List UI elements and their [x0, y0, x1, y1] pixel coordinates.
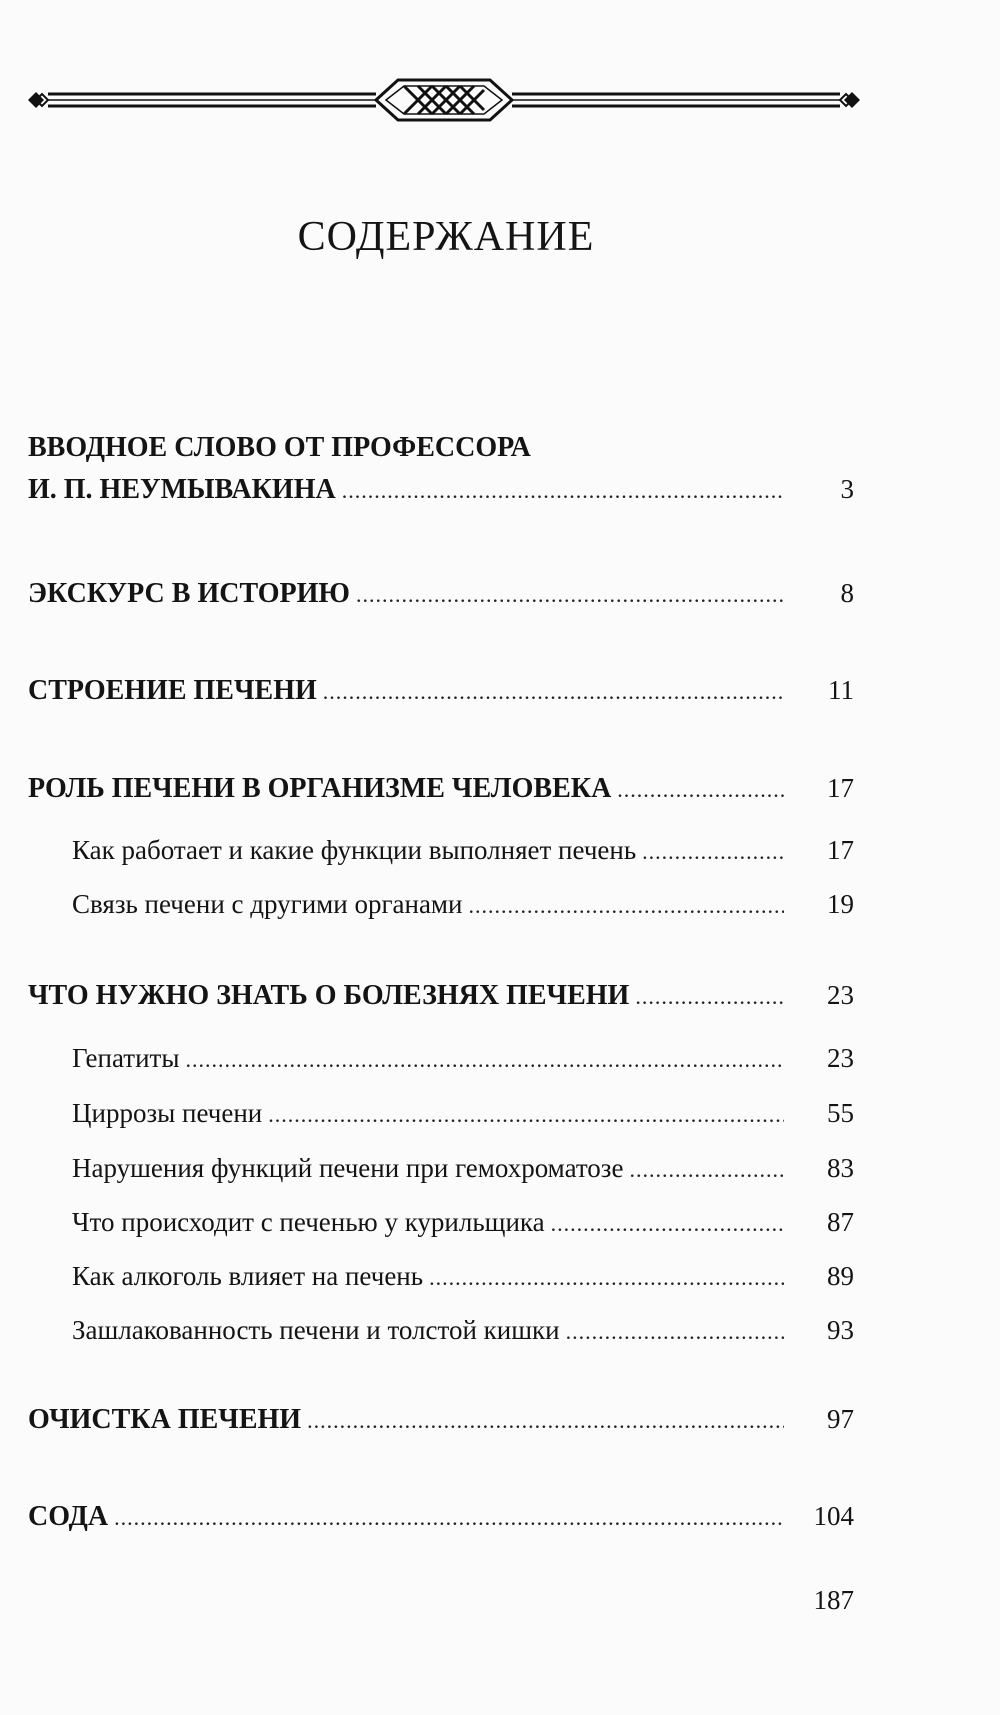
- toc-page-number: 8: [840, 578, 854, 608]
- toc-entry-label: И. П. НЕУМЫВАКИНА: [28, 474, 336, 505]
- toc-entry: [28, 578, 854, 618]
- toc-entry-label-line1: ВВОДНОЕ СЛОВО ОТ ПРОФЕССОРА: [28, 432, 531, 463]
- toc-entry: [28, 1501, 854, 1541]
- toc-page-number: 104: [813, 1501, 854, 1531]
- toc-page-number: 97: [827, 1404, 854, 1434]
- toc-page-number: 89: [827, 1261, 854, 1291]
- toc-subentry: [72, 1207, 854, 1247]
- page-title: СОДЕРЖАНИЕ: [297, 214, 595, 260]
- toc-page-number: 87: [827, 1207, 854, 1237]
- dot-leader: [635, 984, 784, 1010]
- toc-subentry: [72, 1098, 854, 1138]
- toc-subentry: [72, 1315, 854, 1355]
- toc-entry-label: Как работает и какие функции выполняет печень: [72, 835, 637, 865]
- toc-subentry: [72, 835, 854, 875]
- toc-page-number: 23: [827, 1043, 854, 1073]
- toc-entry-label: ОЧИСТКА ПЕЧЕНИ: [28, 1404, 302, 1435]
- toc-page-number: 93: [827, 1315, 854, 1345]
- toc-entry: [28, 773, 854, 813]
- dot-leader: [617, 777, 784, 803]
- toc-entry: [28, 675, 854, 715]
- toc-entry-label: СТРОЕНИЕ ПЕЧЕНИ: [28, 675, 317, 706]
- toc-entry: [28, 1404, 854, 1444]
- toc-subentry: [72, 1261, 854, 1301]
- toc-page-number: 23: [827, 980, 854, 1010]
- dot-leader: [566, 1319, 784, 1345]
- toc-entry: [28, 980, 854, 1020]
- dot-leader: [342, 478, 784, 504]
- toc-entry-label: Нарушения функций печени при гемохроматозе: [72, 1153, 624, 1183]
- toc-subentry: [72, 889, 854, 929]
- dot-leader: [323, 679, 784, 705]
- toc-entry-label: Циррозы печени: [72, 1098, 263, 1128]
- dot-leader: [468, 893, 784, 919]
- dot-leader: [551, 1211, 784, 1237]
- toc-page-number: 19: [827, 889, 854, 919]
- dot-leader: [356, 582, 784, 608]
- toc-entry-label: РОЛЬ ПЕЧЕНИ В ОРГАНИЗМЕ ЧЕЛОВЕКА: [28, 773, 612, 804]
- dot-leader: [629, 1157, 784, 1183]
- dot-leader: [185, 1047, 784, 1073]
- toc-entry-label: ЧТО НУЖНО ЗНАТЬ О БОЛЕЗНЯХ ПЕЧЕНИ: [28, 980, 630, 1011]
- dot-leader: [114, 1505, 784, 1531]
- toc-subentry: [72, 1043, 854, 1083]
- toc-entry-label: Зашлакованность печени и толстой кишки: [72, 1315, 560, 1345]
- toc-page-number: 3: [840, 474, 854, 504]
- toc-entry-label: Что происходит с печенью у курильщика: [72, 1207, 545, 1237]
- toc-subentry: [72, 1153, 854, 1193]
- toc-entry-label: ЭКСКУРС В ИСТОРИЮ: [28, 578, 350, 609]
- dot-leader: [642, 839, 784, 865]
- toc-entry-label: Гепатиты: [72, 1043, 180, 1073]
- toc-entry-label: Как алкоголь влияет на печень: [72, 1261, 424, 1291]
- dot-leader: [307, 1408, 784, 1434]
- toc-entry-label: СОДА: [28, 1501, 109, 1532]
- toc-entry-label: Связь печени с другими органами: [72, 889, 463, 919]
- dot-leader: [268, 1102, 784, 1128]
- toc-page-number: 55: [827, 1098, 854, 1128]
- toc-page-number: 17: [827, 835, 854, 865]
- toc-page-number: 83: [827, 1153, 854, 1183]
- dot-leader: [429, 1265, 784, 1291]
- page-number: 187: [813, 1585, 854, 1615]
- toc-page-number: 17: [827, 773, 854, 803]
- toc-entry: [28, 432, 854, 505]
- toc-page-number: 11: [828, 675, 854, 705]
